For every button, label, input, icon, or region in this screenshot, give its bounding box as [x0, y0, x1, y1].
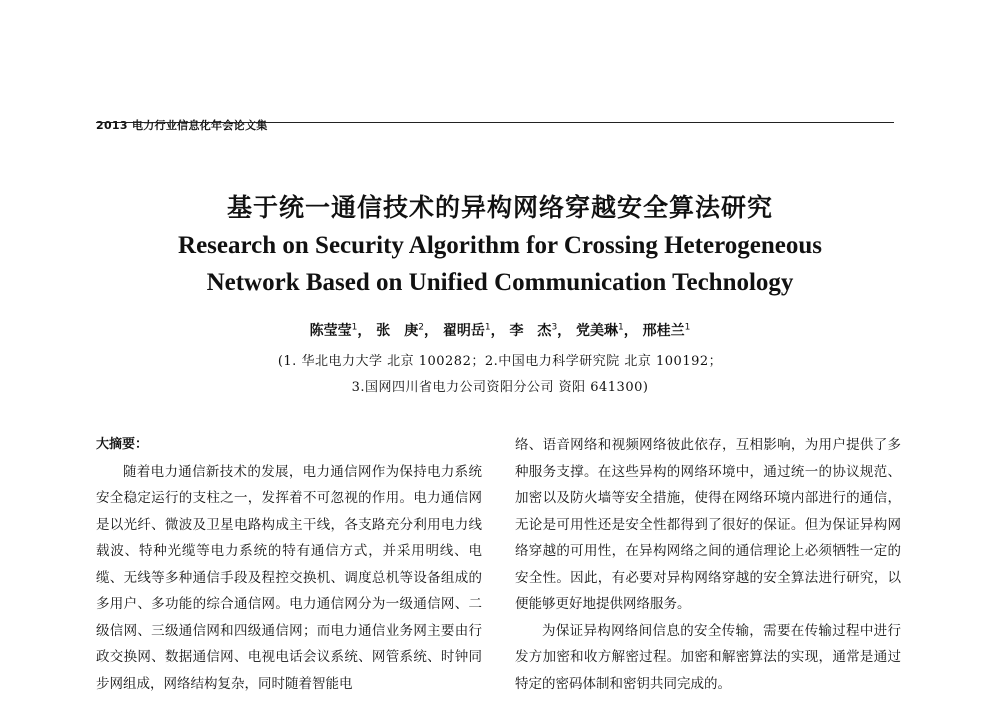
body-paragraph: 络、语音网络和视频网络彼此依存，互相影响，为用户提供了多种服务支撑。在这些异构的网络环境中，通过统一的协议规范、加密以及防火墙等安全措施，使得在网络环境内部进行的通信，无论是可用性还是安全性都得到了很好的保证。但为保证异构网络穿越的可用性，在异构网络之间的通信理论上必须牺牲一定的安全性。因此，有必要对异构网络穿越的安全算法进行研究，以便能够更好地提供网络服务。 [515, 437, 901, 612]
abstract-paragraph: 随着电力通信新技术的发展，电力通信网作为保持电力系统安全稳定运行的支柱之一，发挥着不可忽视的作用。电力通信网是以光纤、微波及卫星电路构成主干线，各支路充分利用电力线载波、特种光缆等电力系统的特有通信方式，并采用明线、电缆、无线等多种通信手段及程控交换机、调度总机等设备组成的多用户、多功能的综合通信网。电力通信网分为一级通信网、二级信网、三级通信网和四级通信网；而电力通信业务网主要由行政交换网、数据通信网、电视电话会议系统、网管系统、时钟同步网组成，网络结构复杂，同时随着智能电 [96, 463, 482, 692]
author-separator: ， [557, 323, 572, 339]
author-affil-mark: 3 [551, 322, 558, 333]
title-english-line1: Research on Security Algorithm for Crossing Heterogeneous [178, 232, 822, 259]
author-separator: ， [423, 323, 438, 339]
author-name: 邢桂兰 [642, 323, 685, 339]
author-separator: ， [623, 323, 638, 339]
header-rule [96, 122, 894, 123]
affiliations-line1: (1. 华北电力大学 北京 100282；2.中国电力科学研究院 北京 100192； [277, 354, 723, 369]
author-name: 张 庚 [376, 323, 419, 339]
affiliations-line2: 3.国网四川省电力公司资阳分公司 资阳 641300) [351, 380, 649, 395]
author-name: 党美琳 [576, 323, 619, 339]
running-header: 2013 电力行业信息化年会论文集 [96, 119, 268, 132]
author-affil-mark: 2 [418, 322, 424, 333]
author-separator: ， [490, 323, 505, 339]
author-list [0, 320, 1000, 340]
author-affil-mark: 1 [618, 322, 624, 333]
author-name: 翟明岳 [442, 323, 485, 339]
author-separator: ， [357, 323, 372, 339]
right-column [515, 432, 901, 697]
author-affil-mark: 1 [484, 322, 491, 333]
title-chinese: 基于统一通信技术的异构网络穿越安全算法研究 [226, 193, 773, 222]
abstract-label: 大摘要： [96, 437, 149, 452]
author-affil-mark: 1 [684, 322, 691, 333]
left-column [96, 432, 482, 697]
title-english-line2: Network Based on Unified Communication Technology [206, 269, 794, 296]
author-name: 陈莹莹 [309, 323, 352, 339]
author-name: 李 杰 [509, 323, 552, 339]
author-affil-mark: 1 [351, 322, 358, 333]
body-paragraph: 为保证异构网络间信息的安全传输，需要在传输过程中进行发方加密和收方解密过程。加密和解密算法的实现，通常是通过特定的密码体制和密钥共同完成的。 [515, 622, 901, 692]
